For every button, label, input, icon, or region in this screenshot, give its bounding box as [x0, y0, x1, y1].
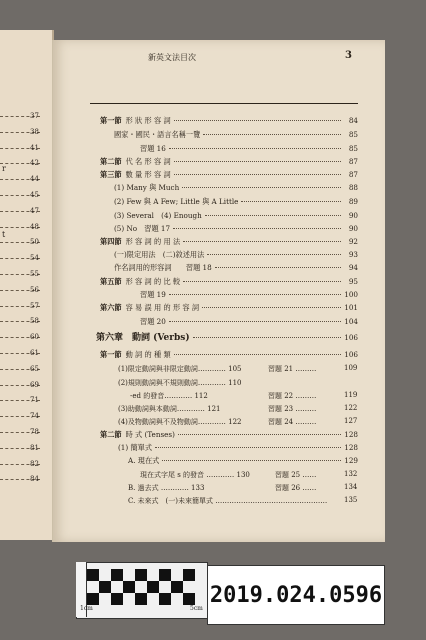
toc-entry: [128, 457, 358, 464]
exercise-page: 109: [344, 364, 358, 372]
toc-label: (5) No 習題 17: [114, 224, 171, 233]
exercise-entry: 習題 23 ………: [268, 405, 317, 413]
toc-label: (1) 簡單式: [118, 443, 153, 452]
toc-label: 習題 19: [140, 290, 166, 299]
verb-row: -ed 的發音………… 112: [130, 392, 208, 400]
cm-right-label: 5cm: [190, 605, 203, 612]
toc-section-number: 第四節: [100, 237, 122, 246]
toc-label: 習題 20: [140, 317, 166, 326]
toc-page: 89: [348, 197, 358, 206]
left-page-number: 78: [30, 428, 39, 436]
left-page-number: 38: [30, 127, 39, 136]
toc-label: 第六章 動詞 (Verbs): [96, 333, 190, 343]
left-page-number: 81: [30, 443, 39, 452]
header-title: 新英文法目次: [148, 53, 196, 62]
toc-entry: [114, 264, 358, 271]
dot-leader: [169, 294, 341, 295]
left-page-number: 47: [30, 206, 39, 215]
left-page-number: 54: [30, 254, 39, 263]
dot-leader: [183, 241, 341, 242]
toc-entry: [118, 444, 358, 451]
toc-page: 95: [348, 277, 358, 286]
toc-entry: [140, 291, 358, 298]
toc-entry: [114, 198, 358, 205]
toc-entry: [114, 212, 358, 219]
toc-label: 作名詞用的形容詞 習題 18: [114, 263, 212, 272]
toc-entry: [100, 351, 358, 358]
toc-entry: [96, 334, 358, 343]
left-page-number: 82: [30, 459, 39, 468]
accession-number: 2019.024.0596: [207, 565, 385, 625]
toc-entry: [100, 238, 358, 245]
dot-leader: [241, 201, 341, 202]
toc-label: (一)限定用法 (二)敘述用法: [114, 250, 205, 259]
left-page-number: 61: [30, 349, 39, 357]
toc-section-number: 第二節: [100, 430, 122, 439]
toc-entry: [114, 251, 358, 258]
exercise-entry: 習題 24 ………: [268, 418, 317, 426]
toc-page: 85: [348, 130, 358, 139]
toc-page: 94: [348, 263, 358, 272]
dot-leader: [174, 354, 341, 355]
toc-page: 92: [348, 237, 358, 246]
left-page-number: 41: [30, 143, 39, 152]
dot-leader: [174, 161, 341, 162]
dot-leader: [169, 148, 341, 149]
left-page-number: 60: [30, 333, 39, 342]
toc-section-number: 第三節: [100, 170, 122, 179]
toc-label: 動 詞 的 種 類: [125, 350, 171, 359]
header-rule: [90, 103, 358, 104]
dot-leader: [155, 447, 341, 448]
toc-label: 形 容 詞 的 用 法: [125, 237, 181, 246]
exercise-entry: 習題 22 ………: [268, 392, 317, 400]
toc-page: 90: [348, 211, 358, 220]
toc-section-number: 第一節: [100, 116, 122, 125]
left-page-number: 57: [30, 301, 39, 310]
toc-entry: [100, 304, 358, 311]
toc-page: 100: [344, 290, 358, 299]
exercise-entry: 習題 25 ……: [275, 471, 317, 479]
exercise-page: 132: [344, 470, 358, 478]
dot-leader: [207, 254, 341, 255]
toc-entry: [100, 158, 358, 165]
left-page-number: 58: [30, 317, 39, 326]
left-page-number: 37: [30, 112, 39, 120]
toc-page: 128: [344, 430, 358, 439]
left-page-number: 42: [30, 159, 39, 168]
toc-section-number: 第二節: [100, 157, 122, 166]
toc-label: 形 容 詞 的 比 較: [125, 277, 181, 286]
left-page-number: 55: [30, 270, 39, 278]
exercise-entry: 習題 21 ………: [268, 365, 317, 373]
toc-label: (3) Several (4) Enough: [114, 211, 202, 220]
cm-left-label: 1cm: [80, 605, 93, 612]
left-page-number: 84: [30, 475, 39, 484]
verb-row: (2)規則動詞與不規則動詞………… 110: [118, 379, 242, 387]
left-page-number: 69: [30, 380, 39, 389]
verb-row: C. 未來式 (一)未來簡單式 …………………………………………: [128, 497, 328, 505]
toc-label: 時 式 (Tenses): [125, 430, 175, 439]
dot-leader: [202, 307, 341, 308]
toc-entry: [140, 318, 358, 325]
left-page-number: 45: [30, 191, 39, 199]
toc-label: 數 量 形 容 詞: [125, 170, 171, 179]
toc-page: 87: [348, 157, 358, 166]
toc-entry: [114, 184, 358, 191]
header-page-number: 3: [345, 50, 352, 61]
dot-leader: [193, 337, 341, 338]
toc-page: 88: [348, 183, 358, 192]
verb-row: 現在式字尾 s 的發音 ………… 130: [140, 471, 250, 479]
toc-page: 90: [348, 224, 358, 233]
toc-page: 87: [348, 170, 358, 179]
left-page-number: 44: [30, 175, 39, 184]
toc-page: 128: [344, 443, 358, 452]
toc-label: 容 易 誤 用 的 形 容 詞: [125, 303, 200, 312]
toc-section-number: 第一節: [100, 350, 122, 359]
toc-page: 129: [344, 456, 358, 465]
left-page-number: 65: [30, 364, 39, 373]
toc-page: 84: [348, 116, 358, 125]
toc-label: (2) Few 與 A Few; Little 與 A Little: [114, 197, 239, 206]
toc-label: 代 名 形 容 詞: [125, 157, 171, 166]
dot-leader: [182, 187, 341, 188]
checker-icon: [77, 563, 207, 618]
dot-leader: [178, 434, 341, 435]
verb-row: (1)限定動詞與非限定動詞………… 105: [118, 365, 242, 373]
left-mark: r: [2, 164, 6, 173]
toc-page: 106: [344, 350, 358, 359]
left-mark: t: [2, 230, 6, 239]
toc-page: 85: [348, 144, 358, 153]
dot-leader: [162, 460, 341, 461]
dot-leader: [205, 215, 341, 216]
color-scale-strip: [76, 562, 208, 619]
dot-leader: [174, 174, 341, 175]
toc-label: (1) Many 與 Much: [114, 183, 180, 192]
dot-leader: [203, 134, 341, 135]
exercise-page: 122: [344, 404, 358, 412]
verb-row: (4)及物動詞與不及物動詞………… 122: [118, 418, 242, 426]
verb-row: B. 過去式 ………… 133: [128, 484, 205, 492]
toc-entry: [100, 117, 358, 124]
exercise-page: 127: [344, 417, 358, 425]
left-page-number: 74: [30, 412, 39, 421]
toc-page: 101: [344, 303, 358, 312]
dot-leader: [174, 120, 341, 121]
toc-label: A. 現在式: [128, 456, 160, 465]
dot-leader: [173, 228, 341, 229]
exercise-page: 135: [344, 496, 358, 504]
left-page-number: 50: [30, 238, 39, 247]
verb-row: (3)助動詞與本動詞………… 121: [118, 405, 221, 413]
toc-entry: [100, 278, 358, 285]
left-page-number: 71: [30, 396, 39, 405]
exercise-entry: 習題 26 ……: [275, 484, 317, 492]
toc-entry: [114, 131, 358, 138]
toc-page: 106: [344, 333, 358, 342]
toc-entry: [140, 145, 358, 152]
toc-page: 104: [344, 317, 358, 326]
exercise-page: 134: [344, 483, 358, 491]
dot-leader: [215, 267, 341, 268]
toc-label: 國家・國民・語言名稱一覽: [114, 130, 201, 139]
toc-section-number: 第六節: [100, 303, 122, 312]
left-page-number: 56: [30, 285, 39, 294]
toc-label: 習題 16: [140, 144, 166, 153]
toc-page: 93: [348, 250, 358, 259]
toc-entry: [100, 171, 358, 178]
toc-section-number: 第五節: [100, 277, 122, 286]
toc-label: 形 狀 形 容 詞: [125, 116, 171, 125]
dot-leader: [183, 281, 341, 282]
exercise-page: 119: [344, 391, 358, 399]
toc-entry: [114, 225, 358, 232]
dot-leader: [169, 321, 341, 322]
toc-entry: [100, 431, 358, 438]
left-page-number: 48: [30, 222, 39, 231]
